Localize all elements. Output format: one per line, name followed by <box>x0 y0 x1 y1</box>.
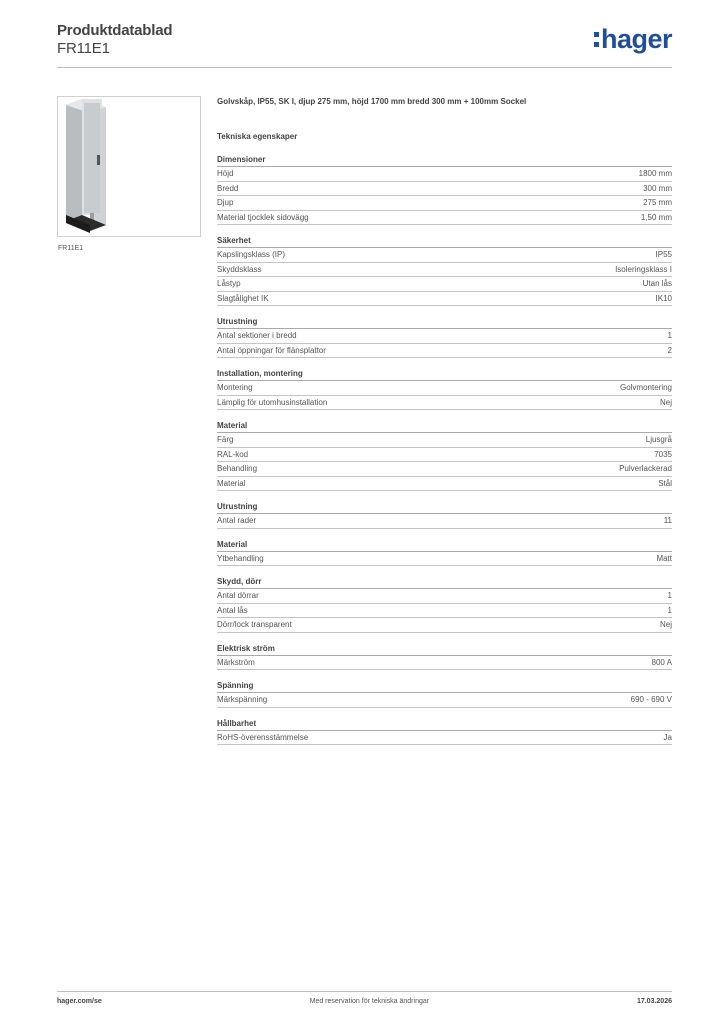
spec-row <box>217 263 672 278</box>
spec-value: Nej <box>659 620 672 629</box>
product-description: Golvskåp, IP55, SK I, djup 275 mm, höjd 1700 mm bredd 300 mm + 100mm Sockel <box>217 97 527 106</box>
spec-label: Antal rader <box>217 516 257 525</box>
spec-section <box>217 538 672 567</box>
section-title: Skydd, dörr <box>217 575 672 589</box>
spec-row <box>217 344 672 359</box>
spec-value: 300 mm <box>643 183 672 193</box>
spec-row <box>217 693 672 708</box>
spec-value: Ja <box>663 732 672 742</box>
header-divider <box>57 67 672 68</box>
spec-row <box>217 211 672 226</box>
spec-label: Låstyp <box>217 279 241 288</box>
logo-colon-icon <box>594 32 599 47</box>
footer <box>57 998 672 1005</box>
spec-section <box>217 367 672 410</box>
section-title: Material <box>217 419 672 433</box>
product-specifications <box>217 97 672 754</box>
spec-value: IP55 <box>655 250 672 259</box>
spec-label: Behandling <box>217 464 258 473</box>
spec-label: Bredd <box>217 183 239 193</box>
spec-section <box>217 315 672 358</box>
spec-label: RAL-kod <box>217 449 249 459</box>
spec-label: Ytbehandling <box>217 553 264 563</box>
spec-value: Golvmontering <box>619 383 672 392</box>
spec-label: Material tjocklek sidovägg <box>217 212 309 222</box>
spec-value: 1 <box>667 591 672 600</box>
spec-label: Lämplig för utomhusinstallation <box>217 397 328 407</box>
spec-label: Dörr/lock transparent <box>217 620 292 629</box>
technical-properties-heading: Tekniska egenskaper <box>217 132 298 141</box>
spec-section <box>217 642 672 671</box>
spec-label: Märkström <box>217 657 255 667</box>
section-title: Dimensioner <box>217 153 672 167</box>
spec-row <box>217 514 672 529</box>
section-title: Spänning <box>217 679 672 693</box>
spec-label: Montering <box>217 383 253 392</box>
section-title: Elektrisk ström <box>217 642 672 656</box>
spec-value: Nej <box>659 397 672 407</box>
footer-website: hager.com/se <box>57 998 102 1005</box>
product-image-frame <box>57 96 201 237</box>
spec-value: Ljusgrå <box>645 435 672 444</box>
spec-label: Höjd <box>217 169 234 178</box>
section-title: Hållbarhet <box>217 717 672 731</box>
spec-label: Märkspänning <box>217 695 268 704</box>
section-title: Utrustning <box>217 500 672 514</box>
spec-row <box>217 248 672 263</box>
spec-row <box>217 167 672 182</box>
section-title: Material <box>217 538 672 552</box>
spec-section <box>217 717 672 746</box>
spec-value: Pulverlackerad <box>619 464 672 473</box>
spec-row <box>217 589 672 604</box>
spec-section <box>217 679 672 708</box>
spec-value: Matt <box>656 553 672 563</box>
spec-label: RoHS-överensstämmelse <box>217 732 309 742</box>
spec-value: IK10 <box>655 293 672 303</box>
spec-section <box>217 419 672 491</box>
spec-value: Isoleringsklass I <box>615 264 672 274</box>
section-title: Säkerhet <box>217 234 672 248</box>
footer-date: 17.03.2026 <box>636 998 672 1005</box>
spec-section <box>217 575 672 633</box>
spec-section <box>217 500 672 529</box>
spec-row <box>217 731 672 746</box>
spec-value: 7035 <box>654 449 672 459</box>
spec-row <box>217 381 672 396</box>
spec-sections <box>217 153 672 745</box>
document-header <box>57 22 172 57</box>
logo-text: hager <box>600 24 672 54</box>
product-code: FR11E1 <box>57 40 110 57</box>
spec-row <box>217 396 672 411</box>
spec-value: 2 <box>667 345 672 355</box>
spec-row <box>217 618 672 633</box>
spec-value: Stål <box>658 478 672 488</box>
image-caption: FR11E1 <box>58 245 84 252</box>
hager-logo <box>594 26 672 53</box>
spec-label: Antal öppningar för flänsplattor <box>217 345 326 355</box>
spec-row <box>217 552 672 567</box>
spec-row <box>217 292 672 307</box>
spec-section <box>217 153 672 225</box>
spec-label: Kapslingsklass (IP) <box>217 250 286 259</box>
spec-row <box>217 433 672 448</box>
spec-section <box>217 234 672 306</box>
spec-row <box>217 182 672 197</box>
spec-value: 1800 mm <box>638 169 672 178</box>
spec-row <box>217 277 672 292</box>
spec-value: 690 - 690 V <box>630 695 672 704</box>
spec-label: Djup <box>217 198 234 207</box>
spec-value: 1,50 mm <box>640 212 672 222</box>
spec-row <box>217 604 672 619</box>
spec-label: Antal sektioner i bredd <box>217 331 297 340</box>
spec-label: Skyddsklass <box>217 264 262 274</box>
spec-label: Färg <box>217 435 234 444</box>
spec-row <box>217 656 672 671</box>
spec-value: 11 <box>663 516 672 525</box>
spec-value: 275 mm <box>643 198 672 207</box>
spec-label: Antal lås <box>217 605 248 615</box>
footer-divider <box>57 991 672 992</box>
spec-value: Utan lås <box>642 279 672 288</box>
spec-label: Slagtålighet IK <box>217 293 269 303</box>
spec-row <box>217 329 672 344</box>
spec-row <box>217 448 672 463</box>
spec-label: Antal dörrar <box>217 591 259 600</box>
section-title: Utrustning <box>217 315 672 329</box>
cabinet-image-icon <box>58 97 200 236</box>
spec-row <box>217 196 672 211</box>
footer-disclaimer: Med reservation för tekniska ändringar <box>309 998 430 1005</box>
spec-value: 1 <box>667 331 672 340</box>
spec-value: 800 A <box>651 657 672 667</box>
spec-row <box>217 477 672 492</box>
section-title: Installation, montering <box>217 367 672 381</box>
document-title: Produktdatablad <box>57 22 173 39</box>
spec-label: Material <box>217 478 246 488</box>
spec-row <box>217 462 672 477</box>
spec-value: 1 <box>667 605 672 615</box>
